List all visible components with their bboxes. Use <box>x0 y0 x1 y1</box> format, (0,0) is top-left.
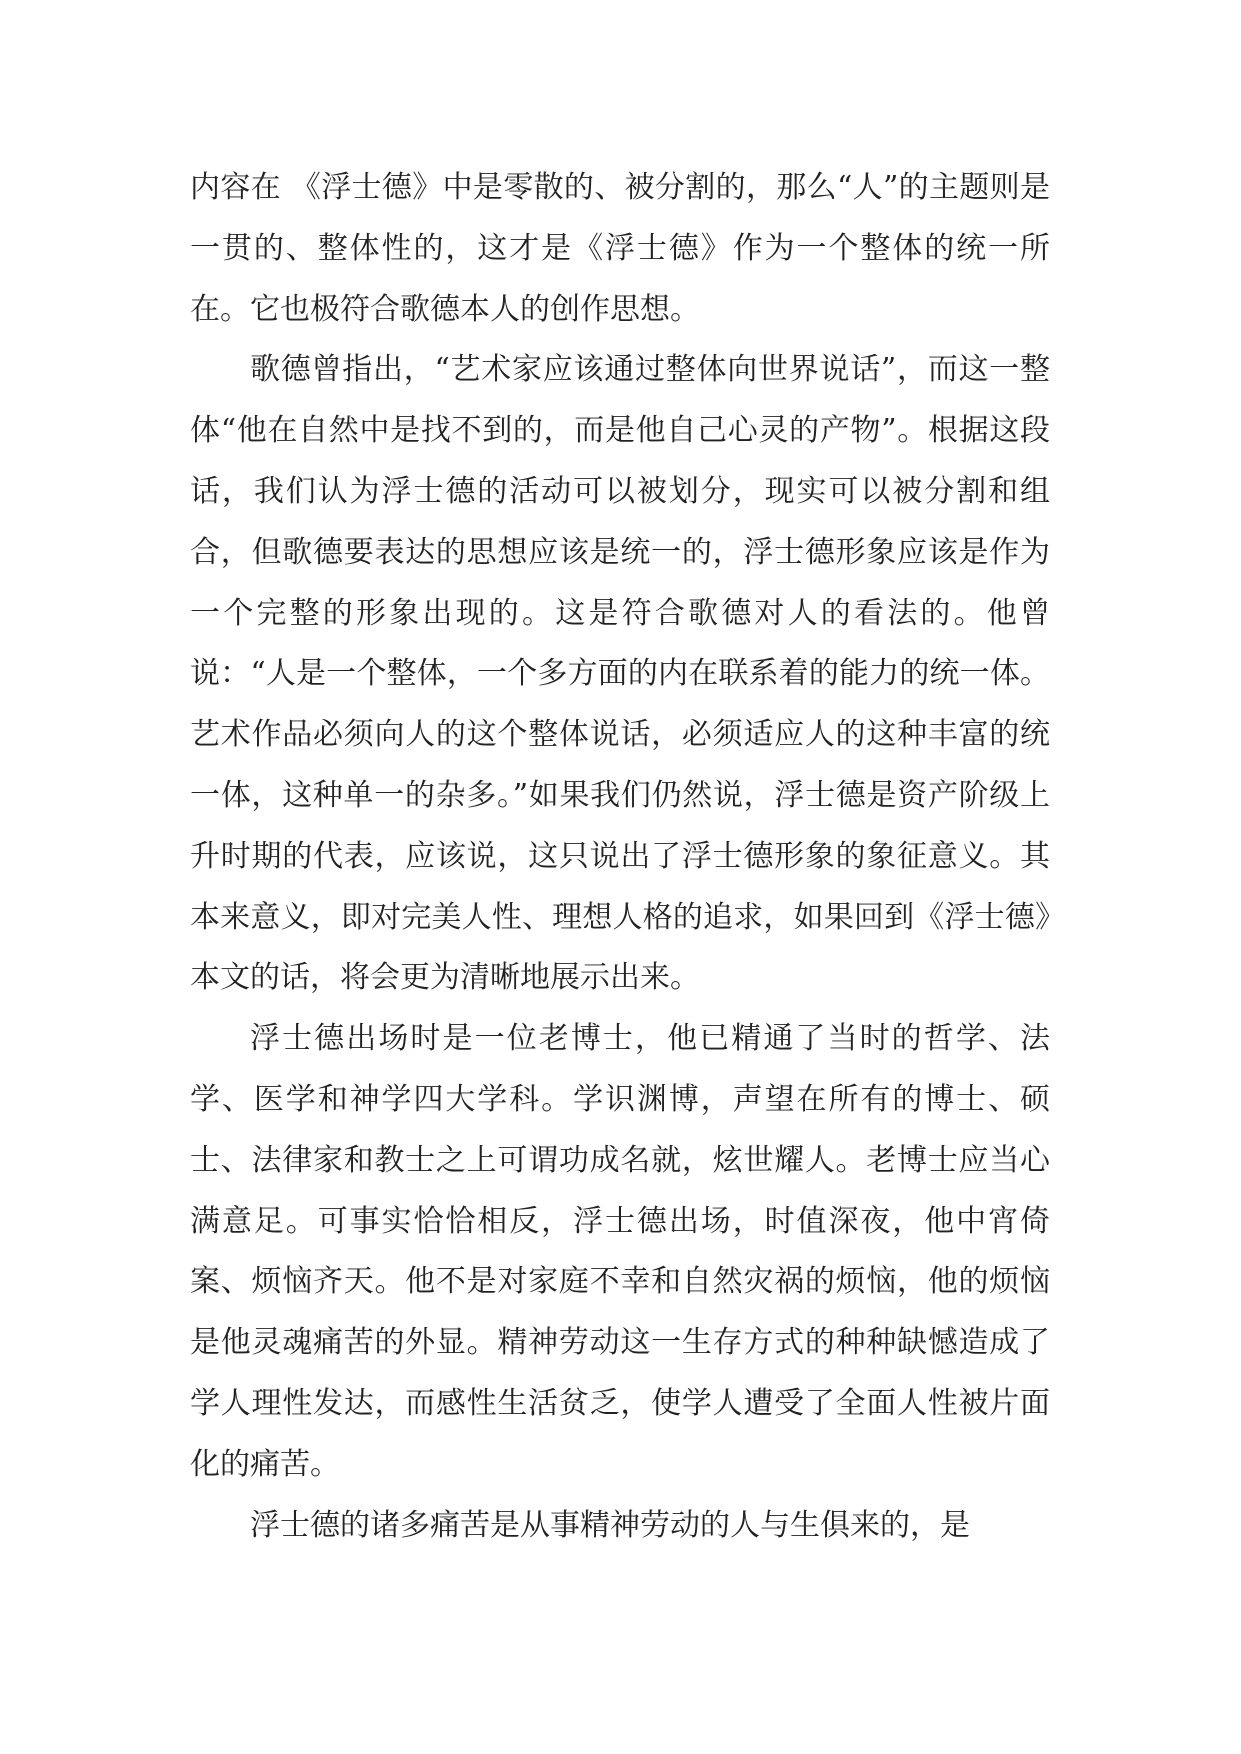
paragraph-1: 内容在 《浮士德》中是零散的、被分割的，那么“人”的主题则是一贯的、整体性的，这才是《浮士德》作为一个整体的统一所在。它也极符合歌德本人的创作思想。 <box>190 170 1050 327</box>
paragraph-3: 浮士德出场时是一位老博士，他已精通了当时的哲学、法学、医学和神学四大学科。学识渊博，声望在所有的博士、硕士、法律家和教士之上可谓功成名就，炫世耀人。老博士应当心满意足。可事实恰恰相反，浮士德出场，时值深夜，他中宵倚案、烦恼齐天。他不是对家庭不幸和自然灾祸的烦恼，他的烦恼是他灵魂痛苦的外显。精神劳动这一生存方式的种种缺憾造成了学人理性发达，而感性生活贫乏，使学人遭受了全面人性被片面化的痛苦。 <box>190 1021 1050 1482</box>
body-text <box>190 158 1050 1556</box>
paragraph-4: 浮士德的诸多痛苦是从事精神劳动的人与生俱来的，是 <box>250 1507 970 1543</box>
paragraph-2: 歌德曾指出，“艺术家应该通过整体向世界说话”，而这一整体“他在自然中是找不到的，而是他自己心灵的产物”。根据这段话，我们认为浮士德的活动可以被划分，现实可以被分割和组合，但歌德要表达的思想应该是统一的，浮士德形象应该是作为一个完整的形象出现的。这是符合歌德对人的看法的。他曾说：“人是一个整体，一个多方面的内在联系着的能力的统一体。艺术作品必须向人的这个整体说话，必须适应人的这种丰富的统一体，这种单一的杂多。”如果我们仍然说，浮士德是资产阶级上升时期的代表，应该说，这只说出了浮士德形象的象征意义。其本来意义，即对完美人性、理想人格的追求，如果回到《浮士德》本文的话，将会更为清晰地展示出来。 <box>190 352 1050 996</box>
